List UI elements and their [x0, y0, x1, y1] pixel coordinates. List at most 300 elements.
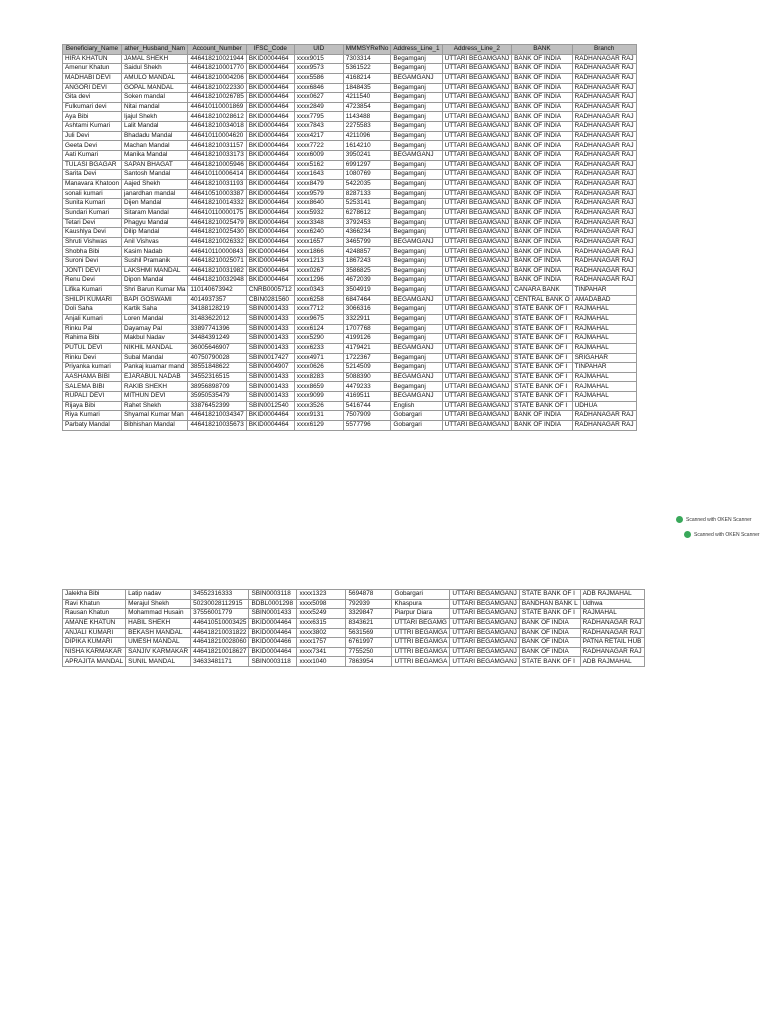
table-cell: 446418210028612 — [188, 112, 246, 122]
table-cell: 7755250 — [346, 647, 392, 657]
table-cell: 8287133 — [343, 189, 391, 199]
table-cell: ANGORI DEVI — [63, 83, 122, 93]
table-cell: 446418210014332 — [188, 199, 246, 209]
table-row — [63, 420, 637, 430]
table-cell: Begamganj — [391, 382, 442, 392]
table-cell: 446410110004620 — [188, 131, 246, 141]
table-cell: UTTARI BEGAMGANJ — [442, 286, 512, 296]
table-cell: RADHANAGAR RAJ — [572, 122, 636, 132]
table-cell: UTTARI BEGAMGANJ — [442, 411, 512, 421]
table-cell: xxxx0267 — [294, 266, 343, 276]
table-cell: Begamganj — [391, 276, 442, 286]
table-cell: Begamganj — [391, 208, 442, 218]
table-cell: 3504919 — [343, 286, 391, 296]
table-cell: STATE BANK OF I — [512, 324, 573, 334]
table-cell: STATE BANK OF I — [512, 372, 573, 382]
table-cell: RADHANAGAR RAJ — [572, 141, 636, 151]
table-cell: BKID0004464 — [246, 179, 294, 189]
table-cell: 446418210032948 — [188, 276, 246, 286]
table-cell: Begamganj — [391, 199, 442, 209]
table-cell: Begamganj — [391, 363, 442, 373]
table-cell: xxxx8479 — [294, 179, 343, 189]
table-cell: RADHANAGAR RAJ — [572, 420, 636, 430]
table-row — [63, 141, 637, 151]
table-cell: RADHANAGAR RAJ — [580, 647, 644, 657]
table-cell: SAPAN BHAGAT — [122, 160, 188, 170]
table-cell: RAJMAHAL — [572, 314, 636, 324]
table-row — [63, 392, 637, 402]
table-cell: 1867243 — [343, 257, 391, 267]
table-cell: 3465799 — [343, 237, 391, 247]
table-cell: Lifika Kumari — [63, 286, 122, 296]
table-cell: UTTARI BEGAMGANJ — [442, 343, 512, 353]
table-cell: UTTARI BEGAMGANJ — [442, 295, 512, 305]
table-cell: ANJALI KUMARI — [63, 628, 126, 638]
table-cell: Aya Bibi — [63, 112, 122, 122]
table-cell: BKID0004464 — [249, 618, 297, 628]
table-cell: 34552316333 — [191, 590, 249, 600]
table-cell: BKID0004464 — [246, 122, 294, 132]
table-cell: Geeta Devi — [63, 141, 122, 151]
table-cell: 446410110000843 — [188, 247, 246, 257]
table-row — [63, 599, 645, 609]
table-cell: Shruti Vishwas — [63, 237, 122, 247]
beneficiary-table-bottom — [62, 589, 645, 667]
table-row — [63, 208, 637, 218]
table-cell: 50230028112915 — [191, 599, 249, 609]
table-cell: xxxx1323 — [297, 590, 346, 600]
table-cell: 3329847 — [346, 609, 392, 619]
table-cell: 446418210025430 — [188, 228, 246, 238]
table-cell: BKID0004464 — [246, 131, 294, 141]
table-cell: 446418210028060 — [191, 638, 249, 648]
table-cell: BKID0004464 — [246, 189, 294, 199]
table-cell: UTTARI BEGAMGANJ — [442, 266, 512, 276]
table-cell: 38956898709 — [188, 382, 246, 392]
table-cell: 40750790028 — [188, 353, 246, 363]
table-cell: STATE BANK OF I — [519, 609, 580, 619]
table-cell: xxxx9579 — [294, 189, 343, 199]
table-cell: 446410510003387 — [188, 189, 246, 199]
table-cell: PUTUL DEVI — [63, 343, 122, 353]
table-row — [63, 266, 637, 276]
table-cell: Loren Mandal — [122, 314, 188, 324]
table-cell: 792939 — [346, 599, 392, 609]
table-cell: xxxx6240 — [294, 228, 343, 238]
column-header: Branch — [572, 45, 636, 55]
table-cell: BANK OF INDIA — [512, 411, 573, 421]
table-cell: Begamganj — [391, 83, 442, 93]
table-cell: Renu Devi — [63, 276, 122, 286]
table-cell: BANK OF INDIA — [512, 228, 573, 238]
table-cell: Phagyu Mandal — [122, 218, 188, 228]
table-cell: BANK OF INDIA — [512, 179, 573, 189]
table-cell: BANK OF INDIA — [512, 54, 573, 64]
table-row — [63, 218, 637, 228]
table-cell: xxxx5098 — [297, 599, 346, 609]
table-cell: RADHANAGAR RAJ — [572, 151, 636, 161]
table-cell: BKID0004464 — [246, 208, 294, 218]
table-row — [63, 618, 645, 628]
table-cell: UTTRI BEGAMGA — [392, 628, 450, 638]
table-cell: HABIL SHEKH — [126, 618, 191, 628]
table-cell: xxxx1213 — [294, 257, 343, 267]
table-row — [63, 324, 637, 334]
table-cell: SBIN0001433 — [246, 343, 294, 353]
table-cell: SBIN0003118 — [249, 657, 297, 667]
table-cell: UTTARI BEGAMGANJ — [442, 314, 512, 324]
table-cell: Ravi Khatun — [63, 599, 126, 609]
column-header: Account_Number — [188, 45, 246, 55]
table-cell: UTTARI BEGAMGANJ — [442, 112, 512, 122]
table-row — [63, 54, 637, 64]
table-cell: xxxx8283 — [294, 372, 343, 382]
table-cell: RADHANAGAR RAJ — [572, 228, 636, 238]
table-cell: GOPAL MANDAL — [122, 83, 188, 93]
table-cell: xxxx0626 — [294, 363, 343, 373]
table-cell: STATE BANK OF I — [512, 401, 573, 411]
table-cell: LAKSHMI MANDAL — [122, 266, 188, 276]
table-row — [63, 64, 637, 74]
table-cell: Shyamal Kumar Man — [122, 411, 188, 421]
table-cell: Sitaram Mandal — [122, 208, 188, 218]
table-cell: MITHUN DEVI — [122, 392, 188, 402]
table-cell: 4723854 — [343, 102, 391, 112]
table-cell: EJARABUL NADAB — [122, 372, 188, 382]
table-cell: UTTARI BEGAMGANJ — [450, 657, 520, 667]
table-cell: UTTARI BEGAMG — [392, 618, 450, 628]
table-row — [63, 276, 637, 286]
table-cell: 5416744 — [343, 401, 391, 411]
table-cell: Amenur Khatun — [63, 64, 122, 74]
table-cell: xxxx2849 — [294, 102, 343, 112]
table-cell: 2275583 — [343, 122, 391, 132]
table-cell: CBIN0281560 — [246, 295, 294, 305]
table-cell: BANK OF INDIA — [512, 151, 573, 161]
table-cell: RADHANAGAR RAJ — [580, 628, 644, 638]
table-row — [63, 590, 645, 600]
table-cell: UTTARI BEGAMGANJ — [442, 334, 512, 344]
table-cell: 446418210001770 — [188, 64, 246, 74]
table-cell: xxxx1757 — [297, 638, 346, 648]
table-cell: Kaushlya Devi — [63, 228, 122, 238]
table-cell: UTTARI BEGAMGANJ — [442, 179, 512, 189]
table-cell: Latip nadav — [126, 590, 191, 600]
table-cell: RADHANAGAR RAJ — [572, 257, 636, 267]
table-cell: RADHANAGAR RAJ — [572, 83, 636, 93]
table-cell: APRAJITA MANDAL — [63, 657, 126, 667]
table-cell: Begamganj — [391, 179, 442, 189]
table-cell: Aati Kumari — [63, 151, 122, 161]
table-cell: UTTARI BEGAMGANJ — [450, 638, 520, 648]
table-cell: Begamganj — [391, 160, 442, 170]
table-cell: UTTARI BEGAMGANJ — [450, 599, 520, 609]
table-cell: Begamganj — [391, 353, 442, 363]
table-cell: RADHANAGAR RAJ — [572, 73, 636, 83]
table-cell: Soken mandal — [122, 93, 188, 103]
table-cell: Priyanka kumari — [63, 363, 122, 373]
table-cell: SRIGAHAR — [572, 353, 636, 363]
table-cell: UTTARI BEGAMGANJ — [442, 54, 512, 64]
table-cell: UTTARI BEGAMGANJ — [450, 609, 520, 619]
table-cell: xxxx8640 — [294, 199, 343, 209]
table-cell: Sarita Devi — [63, 170, 122, 180]
table-cell: NIKHIL MANDAL — [122, 343, 188, 353]
table-cell: 446410110001869 — [188, 102, 246, 112]
table-cell: Tetari Devi — [63, 218, 122, 228]
table-cell: RADHANAGAR RAJ — [572, 276, 636, 286]
table-cell: RAJMAHAL — [572, 305, 636, 315]
table-cell: 4248857 — [343, 247, 391, 257]
table-cell: Anjali Kumari — [63, 314, 122, 324]
table-cell: xxxx1643 — [294, 170, 343, 180]
table-cell: Begamganj — [391, 54, 442, 64]
table-cell: 31483622012 — [188, 314, 246, 324]
table-cell: 446418210033173 — [188, 151, 246, 161]
table-cell: BANK OF INDIA — [512, 131, 573, 141]
table-cell: Begamganj — [391, 170, 442, 180]
table-cell: BKID0004464 — [246, 257, 294, 267]
table-row — [63, 372, 637, 382]
table-cell: 7303314 — [343, 54, 391, 64]
table-cell: 3586825 — [343, 266, 391, 276]
table-cell: BANK OF INDIA — [512, 160, 573, 170]
scanner-watermark — [676, 516, 752, 523]
table-cell: UMESH MANDAL — [126, 638, 191, 648]
table-cell: xxxx6315 — [297, 618, 346, 628]
table-cell: Rausan Khatun — [63, 609, 126, 619]
table-cell: Begamganj — [391, 286, 442, 296]
table-cell: 34484391249 — [188, 334, 246, 344]
table-cell: UTTARI BEGAMGANJ — [442, 170, 512, 180]
table-cell: BEGAMGANJ — [391, 392, 442, 402]
table-row — [63, 102, 637, 112]
table-cell: ADB RAJMAHAL — [580, 657, 644, 667]
table-cell: SBIN0001433 — [246, 372, 294, 382]
table-cell: BKID0004464 — [246, 218, 294, 228]
column-header: Beneficiary_Name — [63, 45, 122, 55]
table-cell: UTTARI BEGAMGANJ — [450, 590, 520, 600]
table-cell: SBIN0001433 — [246, 324, 294, 334]
table-cell: BANK OF INDIA — [512, 257, 573, 267]
table-cell: Doli Saha — [63, 305, 122, 315]
table-cell: CENTRAL BANK O — [512, 295, 573, 305]
table-cell: UTTARI BEGAMGANJ — [442, 324, 512, 334]
table-cell: UTTARI BEGAMGANJ — [450, 647, 520, 657]
table-cell: Saidul Shekh — [122, 64, 188, 74]
scanner-logo-icon — [684, 531, 691, 538]
table-cell: 34633481171 — [191, 657, 249, 667]
table-row — [63, 343, 637, 353]
table-cell: 5214509 — [343, 363, 391, 373]
table-cell: STATE BANK OF I — [512, 392, 573, 402]
table-cell: 446418210022330 — [188, 83, 246, 93]
table-cell: xxxx3526 — [294, 401, 343, 411]
table-cell: 4479233 — [343, 382, 391, 392]
table-cell: 4672039 — [343, 276, 391, 286]
table-cell: BEGAMGANJ — [391, 73, 442, 83]
column-header: IFSC_Code — [246, 45, 294, 55]
table-cell: 446410110000175 — [188, 208, 246, 218]
table-cell: xxxx3802 — [297, 628, 346, 638]
table-cell: UTTARI BEGAMGANJ — [442, 189, 512, 199]
table-cell: BAPI GOSWAMI — [122, 295, 188, 305]
table-cell: BEGAMGANJ — [391, 237, 442, 247]
table-cell: Suroni Devi — [63, 257, 122, 267]
table-cell: BANK OF INDIA — [512, 170, 573, 180]
table-cell: RADHANAGAR RAJ — [572, 131, 636, 141]
table-cell: UTTARI BEGAMGANJ — [442, 160, 512, 170]
table-cell: BANK OF INDIA — [512, 276, 573, 286]
table-cell: UTTARI BEGAMGANJ — [442, 199, 512, 209]
table-cell: 446418210031157 — [188, 141, 246, 151]
table-cell: xxxx0343 — [294, 286, 343, 296]
table-cell: 6847464 — [343, 295, 391, 305]
table-cell: 446418210031822 — [191, 628, 249, 638]
column-header: UID — [294, 45, 343, 55]
table-cell: BANK OF INDIA — [512, 420, 573, 430]
table-cell: xxxx7712 — [294, 305, 343, 315]
table-cell: 446418210018627 — [191, 647, 249, 657]
table-cell: BANDHAN BANK L — [519, 599, 580, 609]
table-cell: RAJMAHAL — [572, 334, 636, 344]
table-cell: BEGAMGANJ — [391, 343, 442, 353]
table-cell: Begamganj — [391, 324, 442, 334]
table-cell: RADHANAGAR RAJ — [572, 160, 636, 170]
table-cell: 446418210025479 — [188, 218, 246, 228]
table-cell: 1848435 — [343, 83, 391, 93]
table-cell: BKID0004466 — [249, 638, 297, 648]
table-cell: UTTARI BEGAMGANJ — [442, 247, 512, 257]
table-cell: UTTARI BEGAMGANJ — [442, 73, 512, 83]
table-cell: BEGAMGANJ — [391, 295, 442, 305]
table-cell: Begamganj — [391, 64, 442, 74]
table-cell: 5694878 — [346, 590, 392, 600]
table-cell: 3066316 — [343, 305, 391, 315]
table-cell: Fulkumari devi — [63, 102, 122, 112]
table-cell: RAJMAHAL — [580, 609, 644, 619]
table-cell: 1707768 — [343, 324, 391, 334]
table-row — [63, 247, 637, 257]
table-cell: Bhadadu Mandal — [122, 131, 188, 141]
table-cell: Nitai mandal — [122, 102, 188, 112]
table-cell: Shri Barun Kumar Ma — [122, 286, 188, 296]
table-cell: BANK OF INDIA — [512, 102, 573, 112]
table-cell: UTTARI BEGAMGANJ — [442, 93, 512, 103]
table-cell: UTTARI BEGAMGANJ — [442, 102, 512, 112]
table-cell: Sushil Pramanik — [122, 257, 188, 267]
table-cell: 34552316515 — [188, 372, 246, 382]
table-row — [63, 257, 637, 267]
table-cell: xxxx5932 — [294, 208, 343, 218]
table-cell: Gobargari — [391, 420, 442, 430]
table-cell: Riya Kumari — [63, 411, 122, 421]
table-row — [63, 401, 637, 411]
table-cell: BKID0004464 — [246, 151, 294, 161]
table-cell: BANK OF INDIA — [512, 83, 573, 93]
table-cell: 446418210004206 — [188, 73, 246, 83]
table-cell: BANK OF INDIA — [512, 199, 573, 209]
table-cell: Shobha Bibi — [63, 247, 122, 257]
scanner-watermark-text: Scanned with OKEN Scanner — [694, 531, 760, 538]
table-cell: BKID0004464 — [246, 411, 294, 421]
table-cell: Dilip Mandal — [122, 228, 188, 238]
table-cell: CNRB0005712 — [246, 286, 294, 296]
table-cell: 5253141 — [343, 199, 391, 209]
table-cell: UTTARI BEGAMGANJ — [442, 237, 512, 247]
table-cell: JONTI DEVI — [63, 266, 122, 276]
table-cell: RADHANAGAR RAJ — [572, 102, 636, 112]
table-cell: SALEMA BIBI — [63, 382, 122, 392]
table-cell: HIRA KHATUN — [63, 54, 122, 64]
table-row — [63, 122, 637, 132]
table-cell: BKID0004464 — [246, 93, 294, 103]
table-cell: 1614210 — [343, 141, 391, 151]
table-cell: STATE BANK OF I — [512, 334, 573, 344]
table-row — [63, 638, 645, 648]
table-cell: BKID0004464 — [246, 266, 294, 276]
table-cell: xxxx7341 — [297, 647, 346, 657]
table-cell: UTTARI BEGAMGANJ — [442, 372, 512, 382]
table-cell: xxxx5249 — [297, 609, 346, 619]
table-cell: 446418210025071 — [188, 257, 246, 267]
table-cell: BKID0004464 — [246, 247, 294, 257]
table-cell: UTTARI BEGAMGANJ — [442, 131, 512, 141]
table-cell: UTTARI BEGAMGANJ — [442, 218, 512, 228]
table-cell: RADHANAGAR RAJ — [572, 237, 636, 247]
table-cell: xxxx1657 — [294, 237, 343, 247]
table-cell: BKID0004464 — [246, 102, 294, 112]
table-cell: 446418210026332 — [188, 237, 246, 247]
table-cell: NISHA KARMAKAR — [63, 647, 126, 657]
table-cell: xxxx1040 — [297, 657, 346, 667]
table-cell: TULASI BGAGAR — [63, 160, 122, 170]
table-cell: STATE BANK OF I — [519, 590, 580, 600]
table-cell: 4211540 — [343, 93, 391, 103]
table-cell: UTTARI BEGAMGANJ — [442, 83, 512, 93]
table-cell: 36005646907 — [188, 343, 246, 353]
table-cell: UTTRI BEGAMGA — [392, 647, 450, 657]
table-cell: 3792453 — [343, 218, 391, 228]
table-cell: BANK OF INDIA — [512, 122, 573, 132]
table-cell: 34188128219 — [188, 305, 246, 315]
table-cell: AMULO MANDAL — [122, 73, 188, 83]
table-row — [63, 160, 637, 170]
table-cell: Anil Vishvas — [122, 237, 188, 247]
table-cell: 5631569 — [346, 628, 392, 638]
table-row — [63, 170, 637, 180]
table-row — [63, 314, 637, 324]
table-cell: Gobargari — [392, 590, 450, 600]
table-cell: xxxx6846 — [294, 83, 343, 93]
table-cell: RADHANAGAR RAJ — [572, 218, 636, 228]
table-cell: 446418210026785 — [188, 93, 246, 103]
table-cell: BKID0004464 — [246, 237, 294, 247]
table-row — [63, 179, 637, 189]
table-cell: 7863954 — [346, 657, 392, 667]
table-cell: Begamganj — [391, 218, 442, 228]
table-cell: RUPALI DEVI — [63, 392, 122, 402]
table-cell: 446418210034018 — [188, 122, 246, 132]
table-cell: Begamganj — [391, 141, 442, 151]
table-cell: RADHANAGAR RAJ — [572, 93, 636, 103]
table-cell: SBIN0001433 — [246, 392, 294, 402]
table-cell: Dipon Mandal — [122, 276, 188, 286]
table-cell: 33876452399 — [188, 401, 246, 411]
table-cell: 4014937357 — [188, 295, 246, 305]
table-cell: UTTARI BEGAMGANJ — [442, 228, 512, 238]
table-cell: SUNIL MANDAL — [126, 657, 191, 667]
